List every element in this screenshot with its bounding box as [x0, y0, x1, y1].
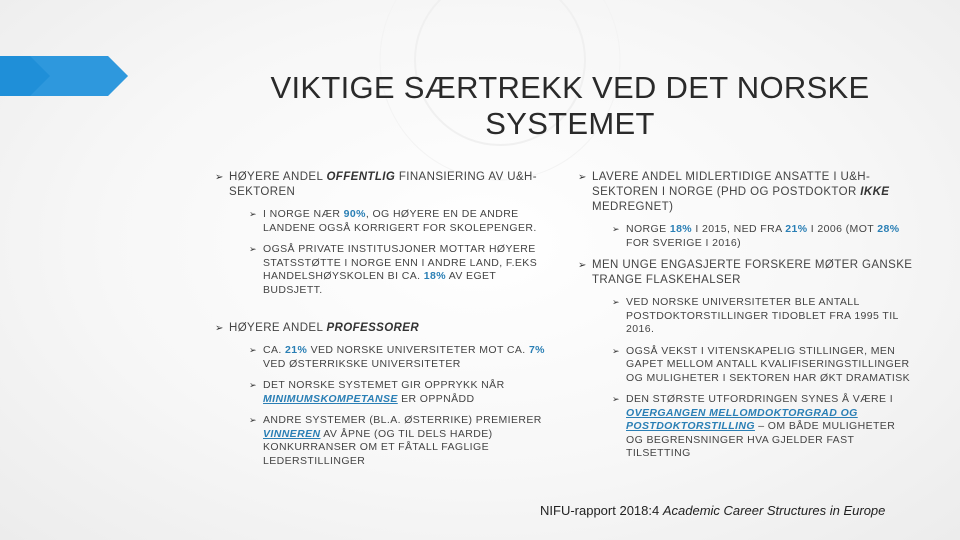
arrow-bullet-icon: ➢ [612, 394, 620, 404]
subbullet-private-institusjoner: ➢ OGSÅ PRIVATE INSTITUSJONER MOTTAR HØYERE STATSSTØTTE I NORGE ENN I ANDRE LAND, F.EKS HANDELSHØYSKOLEN BI CA. 18% AV EGET BUDSJETT. [249, 243, 538, 296]
subbullet-overgangen: ➢ DEN STØRSTE UTFORDRINGEN SYNES Å VÆRE I OVERGANGEN MELLOMDOKTORGRAD OG POSTDOKTORSTILLING – OM BÅDE MULIGHETER OG BEGRENSNINGER HVA GJELDER FAST TILSETTING [612, 393, 896, 459]
subbullet-postdoktor-tidoblet: ➢ VED NORSKE UNIVERSITETER BLE ANTALL POSTDOKTORSTILLINGER TIDOBLET FRA 1995 TIL 2016. [612, 296, 899, 335]
slide-title: VIKTIGE SÆRTREKK VED DET NORSKE SYSTEMET [270, 70, 870, 141]
left-column [215, 170, 545, 476]
subbullet-vinneren: ➢ ANDRE SYSTEMER (BL.A. ØSTERRIKE) PREMIERER VINNEREN AV ÅPNE (OG TIL DELS HARDE) KONKURRANSER OM ET FÅTALL FAGLIGE LEDERSTILLINGER [249, 414, 542, 467]
arrow-bullet-icon: ➢ [612, 345, 620, 356]
arrow-bullet-icon: ➢ [578, 172, 587, 183]
bullet-professorer: ➢ HØYERE ANDEL PROFESSORER [215, 322, 420, 334]
arrow-bullet-icon: ➢ [612, 224, 620, 234]
subbullet-norge-18: ➢ NORGE 18% I 2015, NED FRA 21% I 2006 (MOT 28% FOR SVERIGE I 2016) [612, 223, 900, 249]
subbullet-minimumskompetanse: ➢ DET NORSKE SYSTEMET GIR OPPRYKK NÅR MINIMUMSKOMPETANSE ER OPPNÅDD [249, 379, 505, 405]
bullet-flaskehalser: ➢ MEN UNGE ENGASJERTE FORSKERE MØTER GANSKE TRANGE FLASKEHALSER [578, 259, 913, 286]
bullet-offentlig-finansiering: ➢ HØYERE ANDEL OFFENTLIG FINANSIERING AV U&H-SEKTOREN [215, 171, 537, 198]
arrow-bullet-icon: ➢ [612, 297, 620, 307]
subbullet-vekst-gap: ➢ OGSÅ VEKST I VITENSKAPELIG STILLINGER, MEN GAPET MELLOM ANTALL KVALIFISERINGSTILLINGER OG MULIGHETER I SEKTOREN HAR ØKT DRAMATISK [612, 344, 911, 384]
accent-arrow-banner [0, 56, 128, 96]
arrow-bullet-icon: ➢ [249, 244, 257, 254]
arrow-bullet-icon: ➢ [215, 172, 224, 183]
right-column [578, 170, 913, 469]
arrow-bullet-icon: ➢ [249, 345, 257, 355]
arrow-bullet-icon: ➢ [215, 323, 224, 334]
arrow-bullet-icon: ➢ [249, 415, 257, 425]
arrow-bullet-icon: ➢ [249, 209, 257, 219]
arrow-bullet-icon: ➢ [249, 380, 257, 390]
arrow-bullet-icon: ➢ [578, 260, 587, 271]
subbullet-norge-90: ➢ I NORGE NÆR 90%, OG HØYERE EN DE ANDRE LANDENE OGSÅ KORRIGERT FOR SKOLEPENGER. [249, 208, 537, 234]
bullet-midlertidige-ansatte: ➢ LAVERE ANDEL MIDLERTIDIGE ANSATTE I U&H-SEKTOREN I NORGE (PHD OG POSTDOKTOR IKKE MEDREGNET) [578, 171, 890, 213]
source-footer: NIFU-rapport 2018:4 Academic Career Structures in Europe [540, 503, 886, 518]
subbullet-21-vs-7: ➢ CA. 21% VED NORSKE UNIVERSITETER MOT CA. 7% VED ØSTERRIKSKE UNIVERSITETER [249, 344, 545, 370]
